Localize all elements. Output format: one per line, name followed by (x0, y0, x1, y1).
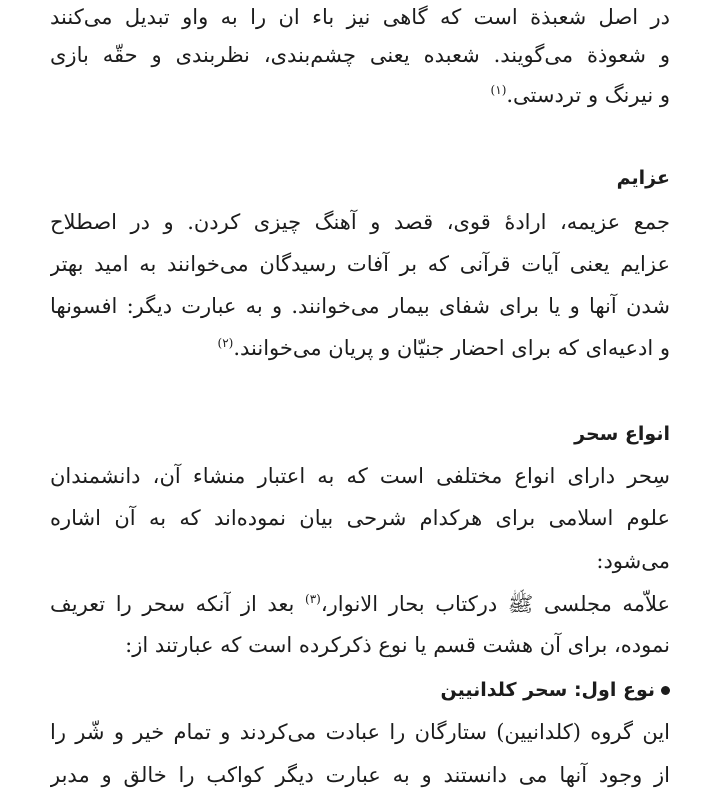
azayem-line-3: شدن آنها و یا برای شفای بیمار می‌خوانند. و به عبارت دیگر: افسونها (50, 294, 670, 318)
footnote-marker-3: (۳) (305, 592, 321, 606)
anvae-line-2: علوم اسلامی برای هرکدام شرحی بیان نموده‌اند که به آن اشاره (50, 506, 670, 530)
bullet-dot-icon (661, 686, 670, 695)
shabadeh-line-1: در اصل شعبذة است که گاهی نیز باء ان را به واو تبدیل می‌کنند (50, 5, 670, 29)
majlesi-line-2: نموده، برای آن هشت قسم یا نوع ذکرکرده است که عبارتند از: (125, 633, 670, 657)
heading-azayem: عزایم (616, 167, 670, 189)
azayem-line-4 (50, 333, 670, 363)
kaldanian-line-1: این گروه (کلدانیین) ستارگان را عبادت می‌کردند و تمام خیر و شّر را (50, 720, 670, 744)
azayem-line-1: جمع عزیمه، ارادهٔ قوی، قصد و آهنگ چیزی کردن. و در اصطلاح (50, 210, 670, 234)
kaldanian-line-2: از وجود آنها می دانستند و به عبارت دیگر کواکب را خالق و مدبر (50, 763, 670, 787)
footnote-marker-1: (۱) (490, 83, 507, 97)
shabadeh-line-3 (50, 80, 670, 110)
shabadeh-line-2: و شعوذة می‌گویند. شعبده یعنی چشم‌بندی، نظربندی و حقّه بازی (50, 43, 670, 67)
bullet-kaldanian-label: نوع اول: سحر کلدانیین (440, 679, 655, 701)
anvae-line-3: می‌شود: (596, 549, 670, 573)
azayem-line-4-text: و ادعیه‌ای که برای احضار جنیّان و پریان می‌خوانند. (233, 336, 670, 360)
azayem-line-2: عزایم یعنی آیات قرآنی که بر آفات رسیدگان می‌خوانند به امید بهتر (50, 252, 670, 276)
footnote-marker-2: (۲) (217, 336, 234, 350)
majlesi-line-1 (50, 589, 670, 619)
shabadeh-line-3-text: و نیرنگ و تردستی. (506, 83, 670, 107)
majlesi-line-1-after: بعد از آنکه سحر را تعریف (50, 592, 306, 616)
majlesi-line-1-before: علاّمه مجلسی ﷺ درکتاب بحار الانوار، (320, 592, 670, 616)
heading-anvae-sehr: انواع سحر (574, 423, 670, 445)
anvae-line-1: سِحر دارای انواع مختلفی است که به اعتبار منشاء آن، دانشمندان (50, 464, 670, 488)
bullet-kaldanian (440, 676, 670, 704)
